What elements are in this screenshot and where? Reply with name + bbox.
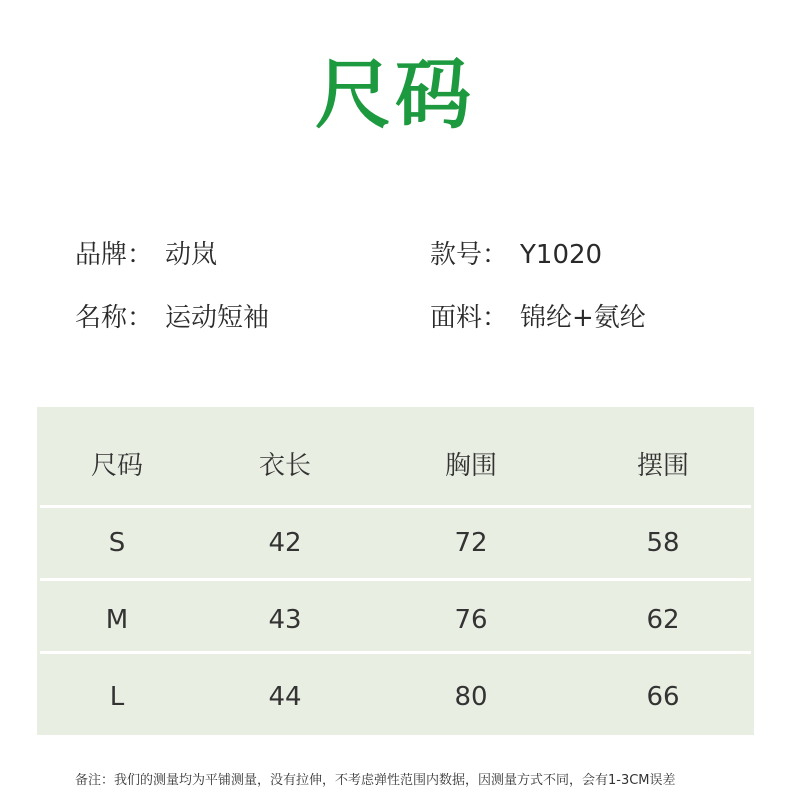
table-row bbox=[37, 662, 754, 732]
size-table bbox=[37, 407, 754, 735]
fabric-label: 面料： bbox=[430, 303, 509, 333]
cell-hem: 62 bbox=[646, 605, 680, 635]
cell-size: L bbox=[109, 682, 125, 712]
cell-hem: 58 bbox=[646, 528, 680, 558]
table-header-row bbox=[37, 431, 754, 501]
product-name-label: 名称： bbox=[75, 303, 154, 333]
cell-length: 44 bbox=[268, 682, 302, 712]
table-row bbox=[37, 585, 754, 655]
brand-label: 品牌： bbox=[75, 240, 154, 270]
header-hem: 摆围 bbox=[636, 451, 689, 481]
brand-info bbox=[75, 238, 217, 272]
style-number-info bbox=[430, 238, 602, 272]
brand-value: 动岚 bbox=[165, 240, 218, 270]
header-chest: 胸围 bbox=[444, 451, 497, 481]
row-divider bbox=[40, 578, 751, 581]
style-number-value: Y1020 bbox=[520, 240, 603, 270]
style-number-label: 款号： bbox=[430, 240, 509, 270]
page-title: 尺码 bbox=[315, 50, 475, 139]
cell-chest: 72 bbox=[454, 528, 488, 558]
fabric-value: 锦纶+氨纶 bbox=[520, 303, 646, 333]
header-length: 衣长 bbox=[258, 451, 311, 481]
cell-length: 43 bbox=[268, 605, 302, 635]
product-name-value: 运动短袖 bbox=[165, 303, 270, 333]
cell-size: M bbox=[105, 605, 129, 635]
cell-hem: 66 bbox=[646, 682, 680, 712]
cell-size: S bbox=[108, 528, 126, 558]
cell-length: 42 bbox=[268, 528, 302, 558]
cell-chest: 76 bbox=[454, 605, 488, 635]
product-name-info bbox=[75, 301, 269, 335]
fabric-info bbox=[430, 301, 646, 335]
cell-chest: 80 bbox=[454, 682, 488, 712]
row-divider bbox=[40, 651, 751, 654]
table-row bbox=[37, 508, 754, 578]
header-size: 尺码 bbox=[90, 451, 143, 481]
measurement-footnote: 备注：我们的测量均为平铺测量，没有拉伸，不考虑弹性范围内数据，因测量方式不同，会有1-3CM误差 bbox=[75, 773, 676, 788]
